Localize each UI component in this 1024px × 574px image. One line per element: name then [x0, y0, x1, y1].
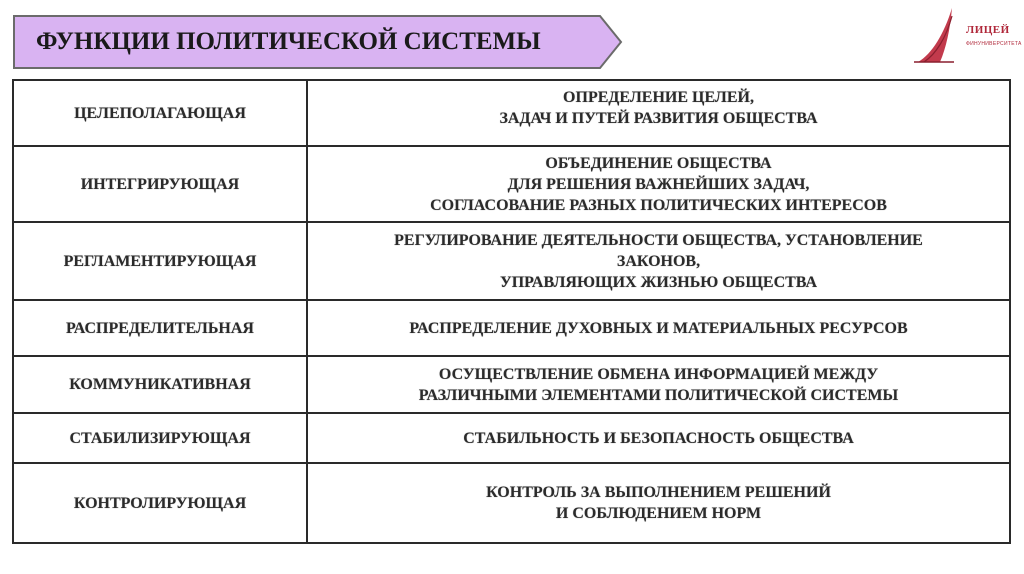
function-name: КОММУНИКАТИВНАЯ — [13, 356, 307, 413]
function-name: ИНТЕГРИРУЮЩАЯ — [13, 146, 307, 222]
table-row — [13, 80, 1010, 146]
table-row — [13, 413, 1010, 463]
table-row — [13, 300, 1010, 356]
functions-table — [12, 79, 1011, 544]
function-name: ЦЕЛЕПОЛАГАЮЩАЯ — [13, 80, 307, 146]
function-name: СТАБИЛИЗИРУЮЩАЯ — [13, 413, 307, 463]
table-row — [13, 222, 1010, 300]
function-name: КОНТРОЛИРУЮЩАЯ — [13, 463, 307, 543]
function-description: ОСУЩЕСТВЛЕНИЕ ОБМЕНА ИНФОРМАЦИЕЙ МЕЖДУ РАЗЛИЧНЫМИ ЭЛЕМЕНТАМИ ПОЛИТИЧЕСКОЙ СИСТЕМЫ — [307, 356, 1010, 413]
logo-subtitle: ФИНУНИВЕРСИТЕТА — [966, 41, 1022, 47]
function-name: РЕГЛАМЕНТИРУЮЩАЯ — [13, 222, 307, 300]
function-description: ОБЪЕДИНЕНИЕ ОБЩЕСТВА ДЛЯ РЕШЕНИЯ ВАЖНЕЙШИХ ЗАДАЧ, СОГЛАСОВАНИЕ РАЗНЫХ ПОЛИТИЧЕСКИХ ИНТЕРЕСОВ — [307, 146, 1010, 222]
lyceum-logo — [910, 4, 1022, 68]
table-row — [13, 463, 1010, 543]
logo-emblem-icon — [910, 4, 970, 68]
function-description: ОПРЕДЕЛЕНИЕ ЦЕЛЕЙ, ЗАДАЧ И ПУТЕЙ РАЗВИТИЯ ОБЩЕСТВА — [307, 80, 1010, 146]
table-row — [13, 356, 1010, 413]
function-description: КОНТРОЛЬ ЗА ВЫПОЛНЕНИЕМ РЕШЕНИЙ И СОБЛЮДЕНИЕМ НОРМ — [307, 463, 1010, 543]
logo-name: ЛИЦЕЙ — [966, 24, 1010, 36]
page-title: ФУНКЦИИ ПОЛИТИЧЕСКОЙ СИСТЕМЫ — [36, 28, 541, 55]
table-row — [13, 146, 1010, 222]
function-description: СТАБИЛЬНОСТЬ И БЕЗОПАСНОСТЬ ОБЩЕСТВА — [307, 413, 1010, 463]
title-banner — [12, 14, 624, 70]
function-description: РАСПРЕДЕЛЕНИЕ ДУХОВНЫХ И МАТЕРИАЛЬНЫХ РЕСУРСОВ — [307, 300, 1010, 356]
function-description: РЕГУЛИРОВАНИЕ ДЕЯТЕЛЬНОСТИ ОБЩЕСТВА, УСТАНОВЛЕНИЕ ЗАКОНОВ, УПРАВЛЯЮЩИХ ЖИЗНЬЮ ОБЩЕСТВА — [307, 222, 1010, 300]
function-name: РАСПРЕДЕЛИТЕЛЬНАЯ — [13, 300, 307, 356]
